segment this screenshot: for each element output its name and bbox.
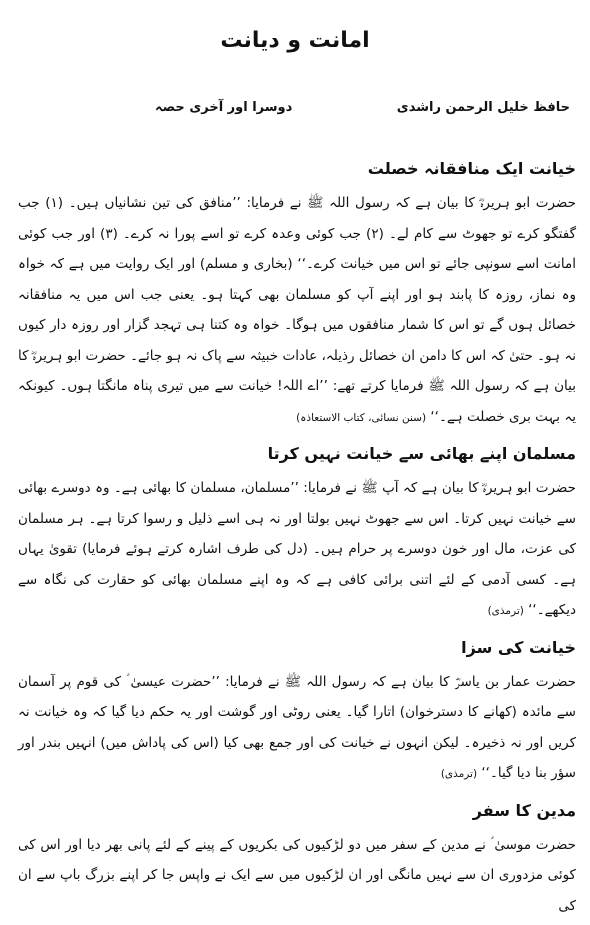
reference: (ترمذی) xyxy=(440,768,478,780)
paragraph-text: حضرت ابو ہریرہؓ کا بیان ہے کہ آپ ﷺ نے فرمایا: ’’مسلمان، مسلمان کا بھائی ہے۔ وہ دوسرے بھائی سے خیانت نہیں کرتا۔ اس سے جھوٹ نہیں بولتا اور نہ ہی اسے ذلیل و رسوا کرتا ہے۔ ہر مسلمان کی عزت، مال اور خون دوسرے پر حرام ہیں۔ (دل کی طرف اشارہ کرتے ہوئے فرمایا) تقویٰ یہاں ہے۔ کسی آدمی کے لئے اتنی برائی کافی ہے کہ وہ اپنے مسلمان بھائی کو حقارت کی نگاہ سے دیکھے۔‘‘ xyxy=(18,480,576,618)
section-heading: خیانت ایک منافقانہ خصلت xyxy=(367,159,576,178)
part-label: دوسرا اور آخری حصہ xyxy=(155,100,293,115)
section-paragraph xyxy=(18,188,576,433)
reference: (ترمذی) xyxy=(487,605,524,617)
section-paragraph xyxy=(18,473,576,627)
article-body xyxy=(18,148,576,925)
section-khiyanat-saza xyxy=(18,633,576,790)
section-madyan-safar xyxy=(18,796,576,922)
paragraph-text: حضرت عمار بن یاسرؓ کا بیان ہے کہ رسول اللہ ﷺ نے فرمایا: ’’حضرت عیسیٰ ؑ کی قوم پر آسمان سے مائدہ (کھانے کا دسترخوان) اتارا گیا۔ یعنی روٹی اور گوشت اور یہ حکم دیا گیا کہ وہ خیانت نہ کریں اور نہ ذخیرہ۔ لیکن انہوں نے خیانت کی اور جمع بھی کیا (اس کی پاداش میں) انہیں بندر اور سؤر بنا دیا گیا۔‘‘ xyxy=(18,673,576,781)
section-muslim-brother xyxy=(18,439,576,627)
section-khiyanat-munafiqana xyxy=(18,154,576,433)
section-paragraph xyxy=(18,667,576,790)
section-heading: مسلمان اپنے بھائی سے خیانت نہیں کرتا xyxy=(267,444,576,463)
section-paragraph xyxy=(18,830,576,922)
reference: (سنن نسائی، کتاب الاستعاذہ) xyxy=(296,411,427,424)
paragraph-text: حضرت ابو ہریرہؓ کا بیان ہے کہ رسول اللہ ﷺ نے فرمایا: ’’منافق کی تین نشانیاں ہیں۔ (۱) جب گفتگو کرے تو جھوٹ سے کام لے۔ (۲) جب کوئی وعدہ کرے تو اسے پورا نہ کرے۔ (۳) اور جب کوئی امانت اسے سونپی جائے تو اس میں خیانت کرے۔‘‘ (بخاری و مسلم) اور ایک روایت میں ہے کہ خواہ وہ نماز، روزہ کا پابند ہو اور اپنے آپ کو مسلمان بھی کہتا ہو۔ یعنی جب اس میں یہ منافقانہ خصائل ہوں گے تو اس کا شمار منافقوں میں ہوگا۔ خواہ وہ کتنا ہی تہجد گزار اور روزہ دار کیوں نہ ہو۔ حتیٰ کہ اس کا دامن ان خصائل رذیلہ، عادات خبیثہ سے پاک نہ ہو جائے۔ حضرت ابو ہریرہؓ کا بیان ہے کہ رسول اللہ ﷺ فرمایا کرتے تھے: ’’اے اللہ! خیانت سے میں تیری پناہ مانگتا ہوں۔ کیونکہ یہ بہت بری خصلت ہے۔‘‘ xyxy=(18,195,577,425)
section-heading: مدین کا سفر xyxy=(472,800,576,820)
author-name: حافظ خلیل الرحمن راشدی xyxy=(396,100,570,115)
article-title: امانت و دیانت xyxy=(220,28,370,53)
section-heading: خیانت کی سزا xyxy=(461,637,576,657)
paragraph-text: حضرت موسیٰ ؑ نے مدین کے سفر میں دو لڑکیوں کی بکریوں کے پینے کے لئے پانی بھر دیا اور اس کی کوئی مزدوری ان سے نہیں مانگی اور ان لڑکیوں میں سے ایک نے واپس جا کر اپنے بزرگ باپ سے ان کی xyxy=(18,836,576,914)
byline xyxy=(20,100,570,126)
